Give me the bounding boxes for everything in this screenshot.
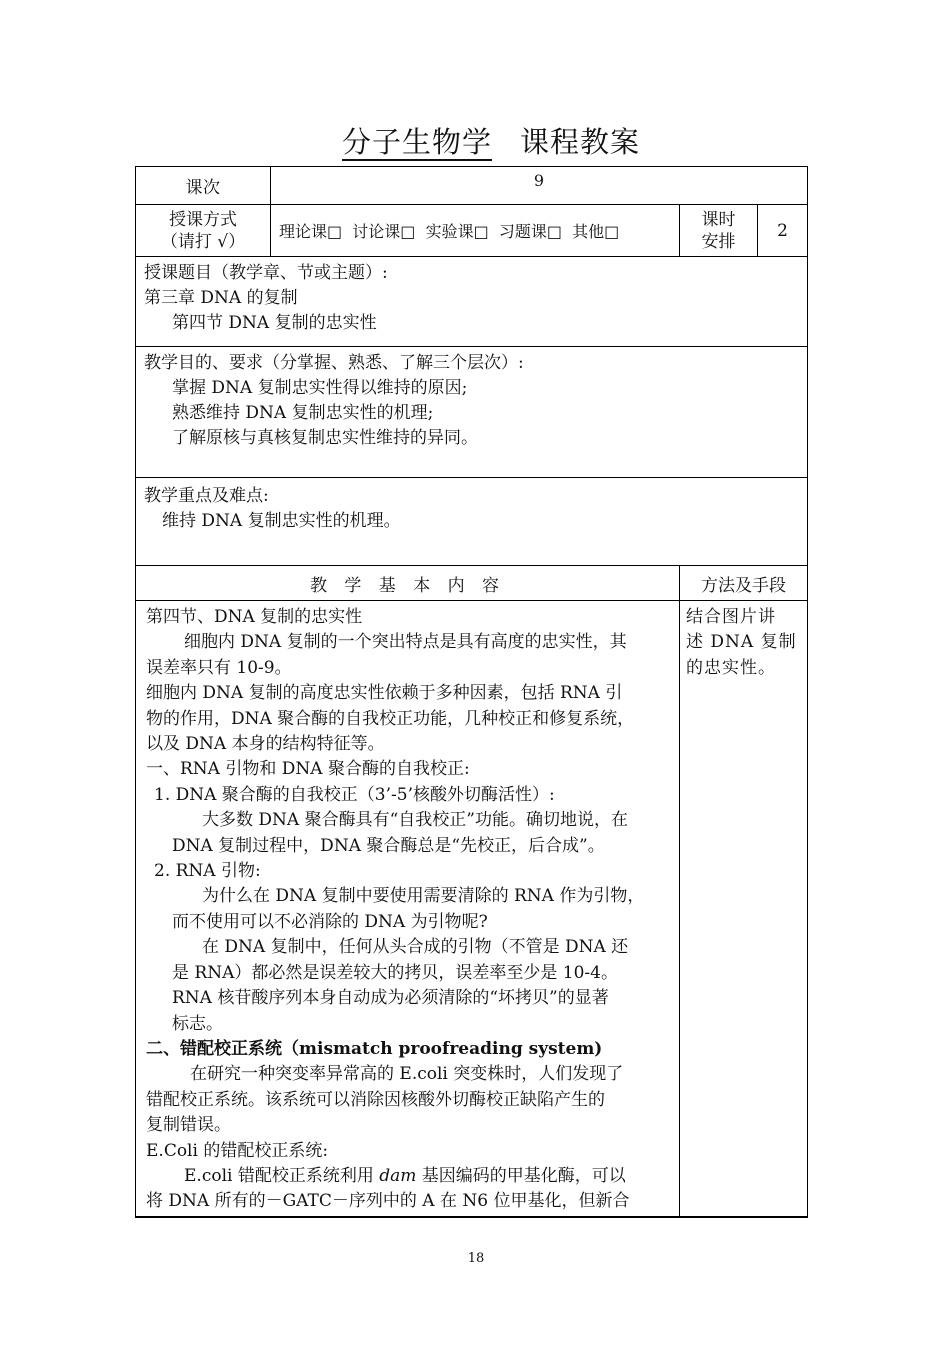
class-hours-value: 2: [758, 205, 808, 257]
document-title: [0, 120, 952, 161]
teaching-method-options: 理论课□ 讨论课□ 实验课□ 习题课□ 其他□: [271, 205, 680, 257]
content-line: 在研究一种突变率异常高的 E.coli 突变株时，人们发现了: [190, 1064, 624, 1085]
content-line: DNA 复制过程中，DNA 聚合酶总是“先校正，后合成”。: [172, 835, 605, 856]
teaching-method-label: [136, 205, 271, 257]
content-line: 是 RNA）都必然是误差较大的拷贝，误差率至少是 10-4。: [172, 962, 618, 983]
gene-name: dam: [379, 1165, 417, 1186]
content-line: [146, 1164, 671, 1189]
content-line: E.Coli 的错配校正系统:: [146, 1140, 329, 1161]
key-points-cell: [136, 478, 808, 566]
content-line: 复制错误。: [146, 1115, 231, 1136]
content-line: 错配校正系统。该系统可以消除因核酸外切酶校正缺陷产生的: [146, 1089, 605, 1110]
method-line: 的忠实性。: [686, 657, 776, 678]
method-line: 结合图片讲: [686, 607, 776, 627]
method-note: [680, 601, 808, 1218]
key-points-text: 维持 DNA 复制忠实性的机理。: [162, 511, 401, 531]
topic-heading: 授课题目（教学章、节或主题）:: [144, 263, 388, 283]
topic-chapter: 第三章 DNA 的复制: [144, 288, 298, 308]
lesson-number-label: 课次: [136, 167, 271, 205]
goals-heading: 教学目的、要求（分掌握、熟悉、了解三个层次）:: [144, 353, 524, 373]
content-line: 标志。: [172, 1013, 223, 1034]
table-bottom-rule: [135, 1216, 807, 1218]
lesson-number-value: 9: [271, 167, 808, 205]
page-number: 18: [467, 1251, 485, 1266]
content-line: 一、RNA 引物和 DNA 聚合酶的自我校正:: [146, 759, 470, 780]
goal-item: 了解原核与真核复制忠实性维持的异同。: [172, 428, 478, 448]
content-line: 将 DNA 所有的－GATC－序列中的 A 在 N6 位甲基化，但新合: [146, 1191, 630, 1212]
goal-item: 熟悉维持 DNA 复制忠实性的机理;: [172, 403, 434, 423]
class-hours-label-line2: 安排: [701, 231, 736, 252]
content-line: 大多数 DNA 聚合酶具有“自我校正”功能。确切地说，在: [202, 810, 628, 831]
goals-row: [136, 347, 808, 478]
teaching-method-row: [136, 205, 808, 257]
content-line: 第四节、DNA 复制的忠实性: [146, 607, 363, 627]
content-header-main: 教 学 基 本 内 容: [136, 566, 680, 601]
content-line: 以及 DNA 本身的结构特征等。: [146, 734, 385, 755]
content-header-row: [136, 566, 808, 601]
topic-section: 第四节 DNA 复制的忠实性: [172, 313, 377, 333]
class-hours-label-line1: 课时: [701, 209, 736, 230]
content-text: 基因编码的甲基化酶，可以: [416, 1165, 626, 1186]
topic-row: [136, 257, 808, 347]
lesson-plan-table: [135, 166, 808, 1218]
content-text: E.coli 错配校正系统利用: [184, 1165, 380, 1186]
content-line: RNA 核苷酸序列本身自动成为必须清除的“坏拷贝”的显著: [172, 988, 609, 1009]
content-line: 二、错配校正系统（mismatch proofreading system): [146, 1038, 603, 1059]
content-line: 2. RNA 引物:: [154, 861, 261, 882]
topic-cell: [136, 257, 808, 347]
class-hours-label: [680, 205, 758, 257]
method-line: 述 DNA 复制: [686, 632, 797, 653]
content-header-side: 方法及手段: [680, 566, 808, 601]
content-line: 在 DNA 复制中，任何从头合成的引物（不管是 DNA 还: [202, 937, 629, 958]
teaching-content: [136, 601, 680, 1218]
lesson-plan-sheet: [135, 166, 807, 1218]
content-line: 细胞内 DNA 复制的高度忠实性依赖于多种因素，包括 RNA 引: [146, 683, 623, 704]
content-line: 误差率只有 10-9。: [146, 657, 292, 678]
key-points-heading: 教学重点及难点:: [144, 486, 269, 506]
content-line: 物的作用，DNA 聚合酶的自我校正功能，几种校正和修复系统，: [146, 708, 635, 729]
teaching-method-label-line1: 授课方式: [169, 209, 237, 230]
course-subject: 分子生物学: [341, 125, 492, 159]
content-line: 细胞内 DNA 复制的一个突出特点是具有高度的忠实性，其: [184, 632, 627, 653]
goal-item: 掌握 DNA 复制忠实性得以维持的原因;: [172, 378, 468, 398]
title-suffix: 课程教案: [520, 125, 641, 159]
goals-cell: [136, 347, 808, 478]
content-line: 而不使用可以不必消除的 DNA 为引物呢?: [172, 911, 488, 932]
content-row: [136, 601, 808, 1218]
lesson-number-row: [136, 167, 808, 205]
key-points-row: [136, 478, 808, 566]
content-line: 1. DNA 聚合酶的自我校正（3’-5’核酸外切酶活性）:: [154, 784, 555, 805]
content-line: 为什么在 DNA 复制中要使用需要清除的 RNA 作为引物，: [202, 886, 645, 907]
teaching-method-label-line2: （请打 √）: [160, 231, 246, 252]
